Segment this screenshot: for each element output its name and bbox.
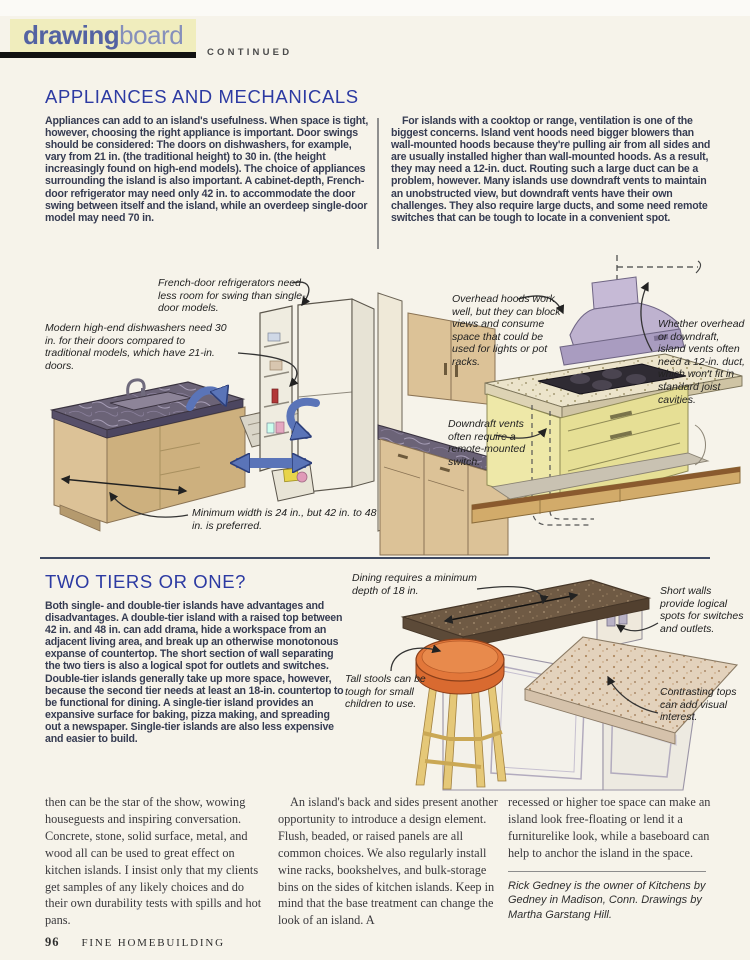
magazine-title: FINE HOMEBUILDING [81,937,225,949]
section1-column2: For islands with a cooktop or range, ventilation is one of the biggest concerns. Island vent hoods need bigger blowers than wall-mounted hoods because they're pulling air from all sides and are usually installed higher than wall-mounted hoods. As a result, they may need a 12-in. duct. Routing such a large duct can be a problem, however. Many islands use downdraft vents to maintain an unobstructed view, but downdraft vents have their own challenges. They also require large ducts, and some need remote switches that can be tough to locate in a convenient spot. [391,115,711,224]
bio-divider [508,871,706,872]
author-bio: Rick Gedney is the owner of Kitchens by Gedney in Madison, Conn. Drawings by Martha Garstang Hill. [508,879,706,921]
page-top-margin [0,0,750,16]
callout-min-width: Minimum width is 24 in., but 42 in. to 48 in. is preferred. [192,507,377,532]
refrigerator-illustration [236,299,374,501]
logo-underline [0,52,196,58]
callout-french-door: French-door refrigerators need less room for swing than single-door models. [158,277,306,315]
column-divider [377,118,379,249]
section1-heading: APPLIANCES AND MECHANICALS [45,86,359,107]
callout-dishwashers: Modern high-end dishwashers need 30 in. for their doors compared to traditional models, which have 21-in. doors. [45,322,227,372]
callout-duct-size: Whether overhead or downdraft, island vents often need a 12-in. duct, which won't fit in standard joist cavities. [658,318,745,406]
callout-short-walls: Short walls provide logical spots for switches and outlets. [660,585,744,635]
logo-word-drawing: drawing [23,20,120,50]
bottom-column2: An island's back and sides present another opportunity to introduce a design element. Flush, beaded, or raised panels are all common choices. We also regularly install wine racks, bookshelves, and bulk-storage bins on the sides of kitchen islands. Keep in mind that the base treatment can change the look of an island. A [278,795,498,928]
section2-heading: TWO TIERS OR ONE? [45,571,247,592]
callout-contrasting-tops: Contrasting tops can add visual interest. [660,686,737,724]
callout-dining-depth: Dining requires a minimum depth of 18 in. [352,572,477,597]
bottom-column1: then can be the star of the show, wowing houseguests and inspiring conversation. Concrete, stone, solid surface, metal, and wood all can be used to great effect on kitchen islands. I insist only that my clients get samples of any likely choices and do their own durability tests with spills and hot pans. [45,795,262,928]
callout-downdraft: Downdraft vents often require a remote-mounted switch. [448,418,526,468]
section1-column1: Appliances can add to an island's usefulness. When space is tight, however, choosing the right appliance is important. Door swings should be considered: The doors on dishwashers, for example, vary from 21 in. (the traditional height) to 30 in. (the height increasingly found on high-end models). The choice of appliances surrounding the island is also important. A cabinet-depth, French-door refrigerator may need only 42 in. to accommodate the door swing between itself and the island, while an overdeep single-door model may need 70 in. [45,115,369,224]
bottom-column3 [508,794,718,922]
page-number: 96 [45,935,60,949]
drawingboard-logo [10,19,196,53]
logo-word-board: board [119,20,184,50]
callout-overhead-hoods: Overhead hoods work well, but they can block views and consume space that could be used for lights or pot racks. [452,293,561,368]
logo-text [23,22,183,48]
continued-label: CONTINUED [207,47,293,58]
section-divider-rule [40,557,710,559]
bottom-column3-text: recessed or higher toe space can make an island look free-floating or lend it a furniturelike look, while a baseboard can help to anchor the island in the space. [508,795,711,860]
callout-tall-stools: Tall stools can be tough for small children to use. [345,673,426,711]
section2-body: Both single- and double-tier islands have advantages and disadvantages. A double-tier island with a raised top between 42 in. and 48 in. can add drama, hide a workspace from an adjacent living area, and break up an otherwise monotonous expanse of countertop. The short section of wall separating the two tiers is also a logical spot for outlets and switches. Double-tier islands generally take up more space, however, because the second tier needs at least an 18-in. countertop to be functional for dining. A single-tier island provides an expansive surface for baking, pizza making, and spreading out a newspaper. Single-tier islands are also less expensive and easier to build. [45,600,344,746]
page-footer [45,933,225,951]
